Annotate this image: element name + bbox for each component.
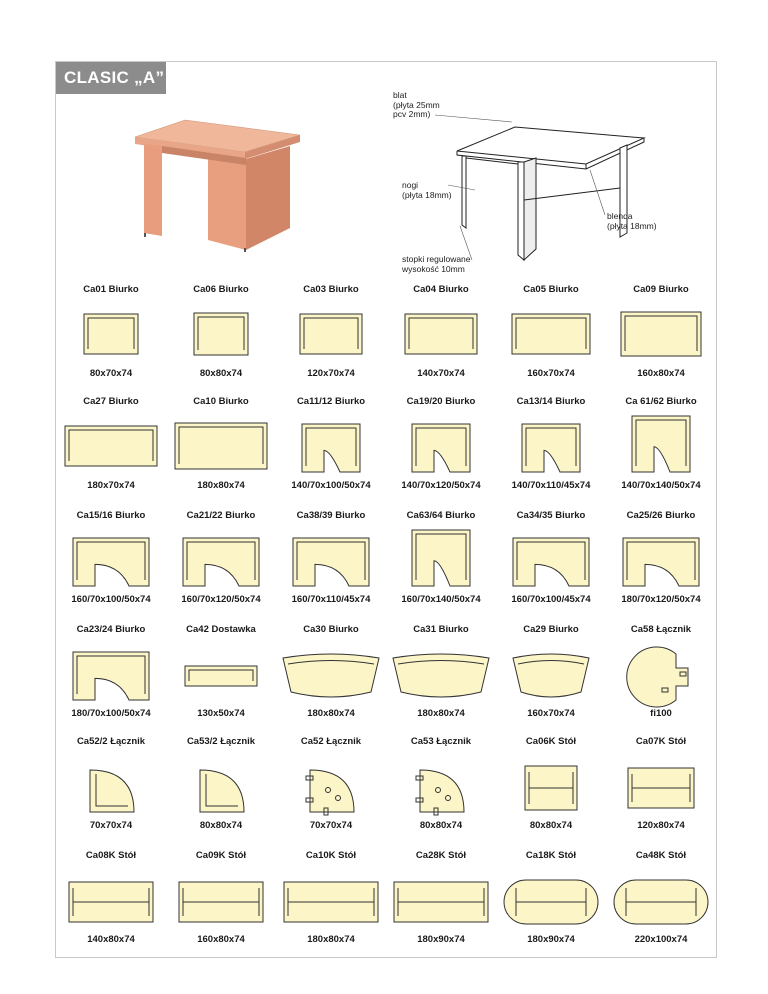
product-name: Ca27 Biurko	[83, 396, 139, 407]
desk-curved-icon	[496, 640, 606, 704]
product-name: Ca28K Stół	[415, 850, 467, 861]
desk-ergonomic-icon	[276, 412, 386, 476]
product-name: Ca23/24 Biurko	[76, 624, 146, 635]
product-item	[496, 850, 606, 963]
product-dimensions: 80x80x74	[199, 820, 243, 831]
product-item	[56, 736, 166, 849]
desk-ergonomic-icon	[386, 526, 496, 590]
product-item	[496, 510, 606, 623]
connector-quarter-icon	[56, 752, 166, 816]
product-item	[386, 736, 496, 849]
desk-rectangle-icon	[276, 300, 386, 364]
product-dimensions: 160x70x74	[527, 708, 575, 719]
product-item	[276, 284, 386, 397]
product-item	[56, 624, 166, 737]
product-dimensions: 70x70x74	[89, 820, 133, 831]
product-dimensions: 180/70x100/50x74	[71, 708, 151, 719]
product-dimensions: 80x80x74	[419, 820, 463, 831]
product-item	[386, 396, 496, 509]
product-item	[496, 284, 606, 397]
label-stopki: stopki regulowane wysokość 10mm	[402, 254, 471, 274]
product-name: Ca06K Stół	[525, 736, 577, 747]
product-dimensions: 80x80x74	[529, 820, 573, 831]
product-item	[276, 850, 386, 963]
page-title: CLASIC „A”	[64, 68, 165, 87]
product-name: Ca04 Biurko	[413, 284, 469, 295]
product-dimensions: 220x100x74	[634, 934, 688, 945]
product-item	[386, 284, 496, 397]
product-name: Ca08K Stół	[85, 850, 137, 861]
label-blenda: blenda (płyta 18mm)	[607, 211, 657, 231]
product-name: Ca10K Stół	[305, 850, 357, 861]
desk-curved-icon	[276, 640, 386, 704]
product-item	[166, 284, 276, 397]
product-name: Ca53/2 Łącznik	[186, 736, 256, 747]
product-name: Ca58 Łącznik	[630, 624, 692, 635]
product-item	[276, 736, 386, 849]
connector-quarter-icon	[276, 752, 386, 816]
connector-round-icon	[606, 640, 716, 704]
product-dimensions: 180x90x74	[527, 934, 575, 945]
product-dimensions: fi100	[650, 708, 672, 719]
product-name: Ca13/14 Biurko	[516, 396, 586, 407]
desk-ergonomic-icon	[606, 526, 716, 590]
product-dimensions: 80x80x74	[199, 368, 243, 379]
desk-rectangle-icon	[166, 412, 276, 476]
product-dimensions: 80x70x74	[89, 368, 133, 379]
product-item	[166, 396, 276, 509]
product-dimensions: 180x80x74	[307, 708, 355, 719]
table-oval-icon	[496, 866, 606, 930]
product-item	[496, 624, 606, 737]
product-item	[606, 284, 716, 397]
product-item	[166, 510, 276, 623]
desk-ergonomic-icon	[496, 526, 606, 590]
product-dimensions: 140/70x140/50x74	[621, 480, 701, 491]
product-item	[276, 510, 386, 623]
product-item	[56, 850, 166, 963]
product-item	[606, 396, 716, 509]
product-dimensions: 180/70x120/50x74	[621, 594, 701, 605]
product-dimensions: 140/70x100/50x74	[291, 480, 371, 491]
table-icon	[386, 866, 496, 930]
product-dimensions: 130x50x74	[197, 708, 245, 719]
desk-rectangle-icon	[606, 300, 716, 364]
product-dimensions: 160/70x140/50x74	[401, 594, 481, 605]
product-name: Ca 61/62 Biurko	[625, 396, 697, 407]
product-dimensions: 160x70x74	[527, 368, 575, 379]
product-name: Ca01 Biurko	[83, 284, 139, 295]
product-name: Ca21/22 Biurko	[186, 510, 256, 521]
product-dimensions: 140/70x110/45x74	[511, 480, 591, 491]
extension-desk-icon	[166, 640, 276, 704]
product-dimensions: 180x70x74	[87, 480, 135, 491]
product-item	[386, 850, 496, 963]
product-item	[166, 624, 276, 737]
product-item	[166, 736, 276, 849]
product-item	[606, 624, 716, 737]
table-icon	[56, 866, 166, 930]
label-blat: blat (płyta 25mm pcv 2mm)	[393, 90, 440, 119]
product-item	[166, 850, 276, 963]
product-name: Ca11/12 Biurko	[296, 396, 366, 407]
product-dimensions: 180x80x74	[307, 934, 355, 945]
desk-rectangle-icon	[56, 300, 166, 364]
product-name: Ca34/35 Biurko	[516, 510, 586, 521]
table-icon	[276, 866, 386, 930]
product-name: Ca06 Biurko	[193, 284, 249, 295]
desk-rectangle-icon	[496, 300, 606, 364]
product-dimensions: 120x70x74	[307, 368, 355, 379]
product-name: Ca09 Biurko	[633, 284, 689, 295]
desk-ergonomic-icon	[56, 640, 166, 704]
product-item	[606, 736, 716, 849]
product-name: Ca15/16 Biurko	[76, 510, 146, 521]
product-dimensions: 160/70x120/50x74	[181, 594, 261, 605]
desk-ergonomic-icon	[276, 526, 386, 590]
product-dimensions: 140/70x120/50x74	[401, 480, 481, 491]
desk-rectangle-icon	[166, 300, 276, 364]
product-name: Ca07K Stół	[635, 736, 687, 747]
product-name: Ca30 Biurko	[303, 624, 359, 635]
product-item	[386, 510, 496, 623]
connector-quarter-icon	[166, 752, 276, 816]
product-item	[496, 396, 606, 509]
product-item	[56, 284, 166, 397]
product-item	[56, 510, 166, 623]
product-dimensions: 160x80x74	[637, 368, 685, 379]
product-name: Ca52/2 Łącznik	[76, 736, 146, 747]
product-item	[276, 624, 386, 737]
product-dimensions: 140x70x74	[417, 368, 465, 379]
table-oval-icon	[606, 866, 716, 930]
product-name: Ca19/20 Biurko	[406, 396, 476, 407]
product-dimensions: 160x80x74	[197, 934, 245, 945]
product-name: Ca09K Stół	[195, 850, 247, 861]
product-dimensions: 70x70x74	[309, 820, 353, 831]
product-name: Ca29 Biurko	[523, 624, 579, 635]
product-name: Ca38/39 Biurko	[296, 510, 366, 521]
product-item	[496, 736, 606, 849]
product-dimensions: 180x80x74	[417, 708, 465, 719]
product-item	[56, 396, 166, 509]
product-item	[276, 396, 386, 509]
product-name: Ca48K Stół	[635, 850, 687, 861]
desk-ergonomic-icon	[386, 412, 496, 476]
product-name: Ca10 Biurko	[193, 396, 249, 407]
product-dimensions: 180x80x74	[197, 480, 245, 491]
desk-rectangle-icon	[386, 300, 496, 364]
product-name: Ca53 Łącznik	[410, 736, 472, 747]
desk-curved-icon	[386, 640, 496, 704]
desk-ergonomic-icon	[166, 526, 276, 590]
product-name: Ca18K Stół	[525, 850, 577, 861]
product-name: Ca42 Dostawka	[186, 624, 256, 635]
product-name: Ca31 Biurko	[413, 624, 469, 635]
product-name: Ca05 Biurko	[523, 284, 579, 295]
desk-ergonomic-icon	[56, 526, 166, 590]
table-icon	[496, 752, 606, 816]
product-dimensions: 140x80x74	[87, 934, 135, 945]
product-name: Ca25/26 Biurko	[626, 510, 696, 521]
product-name: Ca63/64 Biurko	[406, 510, 476, 521]
product-item	[606, 850, 716, 963]
product-dimensions: 160/70x100/50x74	[71, 594, 151, 605]
table-icon	[166, 866, 276, 930]
product-name: Ca03 Biurko	[303, 284, 359, 295]
desk-ergonomic-icon	[606, 412, 716, 476]
desk-ergonomic-icon	[496, 412, 606, 476]
connector-quarter-icon	[386, 752, 496, 816]
product-dimensions: 160/70x100/45x74	[511, 594, 591, 605]
product-dimensions: 180x90x74	[417, 934, 465, 945]
product-dimensions: 120x80x74	[637, 820, 685, 831]
product-name: Ca52 Łącznik	[300, 736, 362, 747]
product-dimensions: 160/70x110/45x74	[291, 594, 371, 605]
product-item	[386, 624, 496, 737]
label-nogi: nogi (płyta 18mm)	[402, 180, 452, 200]
desk-rectangle-icon	[56, 412, 166, 476]
desk-line-diagram	[457, 127, 644, 260]
desk-3d-icon	[135, 120, 300, 252]
table-icon	[606, 752, 716, 816]
product-item	[606, 510, 716, 623]
